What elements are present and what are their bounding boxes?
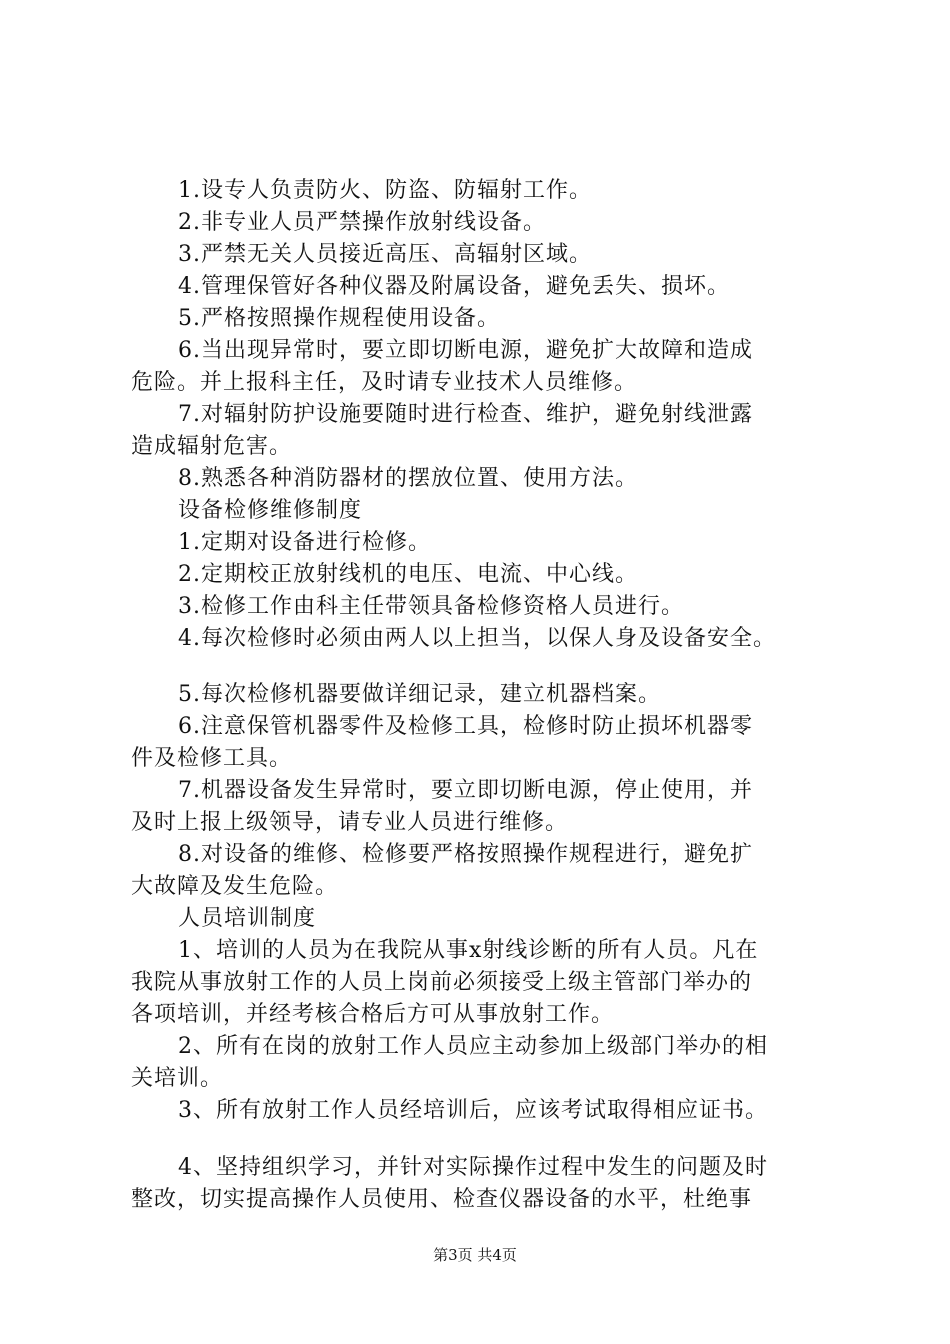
text-line: 大故障及发生危险。 — [131, 874, 339, 899]
text-line: 3.检修工作由科主任带领具备检修资格人员进行。 — [178, 594, 684, 619]
text-line: 5.严格按照操作规程使用设备。 — [178, 306, 500, 331]
text-line: 3.严禁无关人员接近高压、高辐射区域。 — [178, 242, 592, 267]
text-line: 及时上报上级领导，请专业人员进行维修。 — [131, 810, 569, 835]
section-heading: 设备检修维修制度 — [178, 498, 363, 523]
text-line: 8.对设备的维修、检修要严格按照操作规程进行，避免扩 — [178, 842, 753, 867]
section-heading: 人员培训制度 — [178, 906, 317, 931]
text-line: 3、所有放射工作人员经培训后，应该考试取得相应证书。 — [178, 1098, 768, 1123]
text-line: 4、坚持组织学习，并针对实际操作过程中发生的问题及时 — [178, 1155, 768, 1180]
text-line: 2、所有在岗的放射工作人员应主动参加上级部门举办的相 — [178, 1034, 768, 1059]
page-footer: 第3页 共4页 — [433, 1246, 517, 1264]
text-line: 1.设专人负责防火、防盗、防辐射工作。 — [178, 178, 592, 203]
text-line: 4.每次检修时必须由两人以上担当，以保人身及设备安全。 — [178, 626, 776, 651]
text-line: 件及检修工具。 — [131, 746, 293, 771]
text-line: 7.机器设备发生异常时，要立即切断电源，停止使用，并 — [178, 778, 753, 803]
text-line: 危险。并上报科主任，及时请专业技术人员维修。 — [131, 370, 638, 395]
text-line: 8.熟悉各种消防器材的摆放位置、使用方法。 — [178, 466, 638, 491]
text-line: 1.定期对设备进行检修。 — [178, 530, 431, 555]
text-line: 6.当出现异常时，要立即切断电源，避免扩大故障和造成 — [178, 338, 753, 363]
text-line: 2.非专业人员严禁操作放射线设备。 — [178, 210, 546, 235]
text-line: 6.注意保管机器零件及检修工具，检修时防止损坏机器零 — [178, 714, 753, 739]
text-line: 4.管理保管好各种仪器及附属设备，避免丢失、损坏。 — [178, 274, 730, 299]
text-line: 1、培训的人员为在我院从事x射线诊断的所有人员。凡在 — [178, 938, 759, 963]
text-line: 7.对辐射防护设施要随时进行检查、维护，避免射线泄露 — [178, 402, 753, 427]
text-line: 关培训。 — [131, 1066, 224, 1091]
text-line: 整改，切实提高操作人员使用、检查仪器设备的水平，杜绝事 — [131, 1187, 753, 1212]
text-line: 我院从事放射工作的人员上岗前必须接受上级主管部门举办的 — [131, 970, 753, 995]
text-line: 造成辐射危害。 — [131, 434, 293, 459]
text-line: 2.定期校正放射线机的电压、电流、中心线。 — [178, 562, 638, 587]
text-line: 5.每次检修机器要做详细记录，建立机器档案。 — [178, 682, 661, 707]
text-line: 各项培训，并经考核合格后方可从事放射工作。 — [131, 1002, 615, 1027]
